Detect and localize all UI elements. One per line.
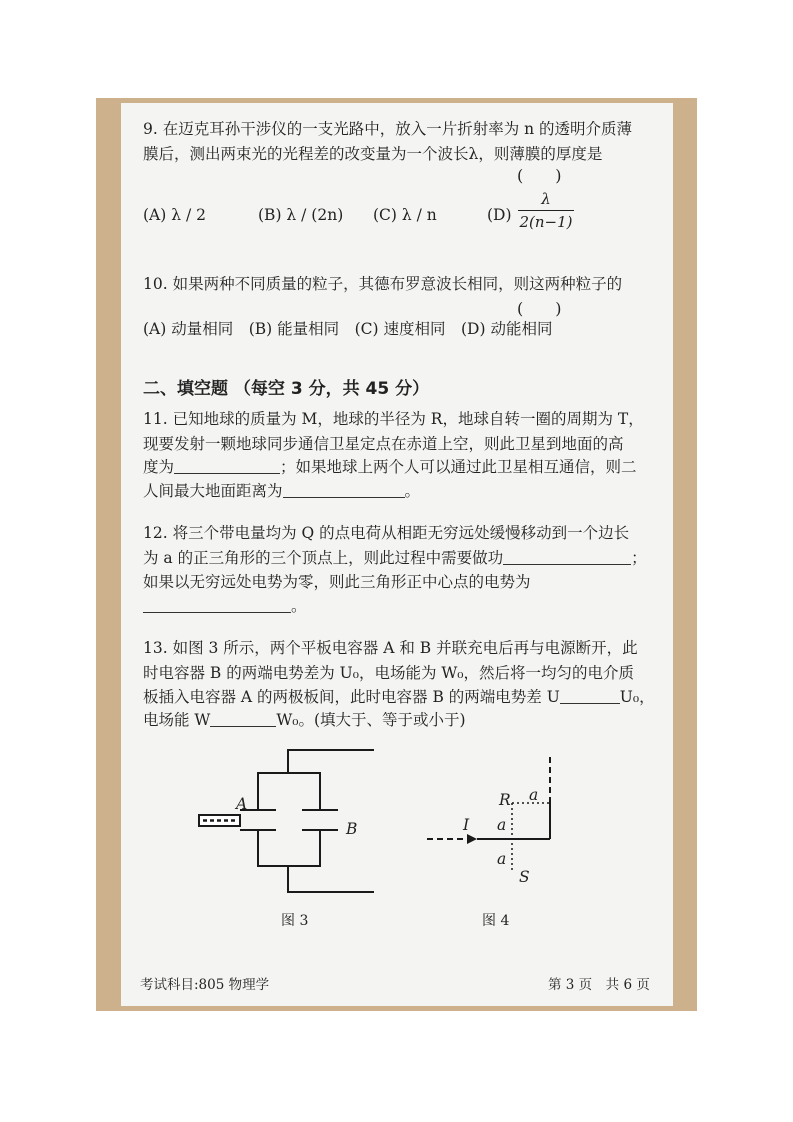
- q10-answer-paren[interactable]: ( ): [517, 299, 562, 318]
- fig3-label-a: A: [236, 795, 248, 813]
- fig4-label-r: R: [499, 791, 511, 809]
- q11-line-4-start: 人间最大地面距离为: [143, 482, 283, 500]
- q11-line-3-start: 度为: [143, 458, 175, 476]
- q9-answer-paren[interactable]: ( ): [517, 166, 562, 185]
- q12-line-2-start: 为 a 的正三角形的三个顶点上，则此过程中需要做功: [143, 549, 504, 567]
- q12-line-3: 如果以无穷远处电势为零，则此三角形正中心点的电势为: [143, 573, 531, 591]
- q13-line-1: 13. 如图 3 所示，两个平板电容器 A 和 B 并联充电后再与电源断开，此: [143, 639, 638, 657]
- fig4-label-a-bottom: a: [497, 850, 507, 868]
- q13-line-4-end: W₀。(填大于、等于或小于): [276, 711, 466, 729]
- q9-option-d-label: (D): [487, 206, 512, 224]
- footer-page-number: 第 3 页 共 6 页: [548, 977, 650, 993]
- fig4-label-i: I: [463, 816, 470, 834]
- q11-line-4-end: 。: [404, 482, 421, 500]
- q9-option-c: (C) λ / n: [373, 206, 437, 224]
- q13-line-4-start: 电场能 W: [143, 711, 211, 729]
- q13-line-3-end: U₀，: [619, 688, 655, 706]
- q10-line-1: 10. 如果两种不同质量的粒子，其德布罗意波长相同，则这两种粒子的: [143, 275, 623, 293]
- q11-line-1: 11. 已知地球的质量为 M，地球的半径为 R，地球自转一圈的周期为 T，: [143, 410, 644, 428]
- fig3-label-b: B: [346, 820, 358, 838]
- fig4-label-s: S: [519, 868, 530, 886]
- q12-line-2-end: ；: [631, 549, 647, 567]
- q9-line-2: 膜后，测出两束光的光程差的改变量为一个波长λ，则薄膜的厚度是: [143, 145, 603, 163]
- q9-line-1: 9. 在迈克耳孙干涉仪的一支光路中，放入一片折射率为 n 的透明介质薄: [143, 120, 633, 138]
- q9-option-b: (B) λ / (2n): [258, 206, 344, 224]
- footer-subject: 考试科目:805 物理学: [140, 977, 270, 993]
- section-heading: 二、填空题 （每空 3 分，共 45 分）: [143, 379, 430, 399]
- q12-line-1: 12. 将三个带电量均为 Q 的点电荷从相距无穷远处缓慢移动到一个边长: [143, 524, 630, 542]
- q9-option-a: (A) λ / 2: [143, 206, 206, 224]
- fraction-denominator: 2(n−1): [519, 213, 573, 231]
- fig4-caption: 图 4: [482, 913, 510, 929]
- fig4-label-a-middle: a: [497, 816, 507, 834]
- q12-line-4-end: 。: [291, 597, 307, 615]
- fig3-caption: 图 3: [281, 913, 309, 929]
- q10-options: (A) 动量相同 (B) 能量相同 (C) 速度相同 (D) 动能相同: [143, 320, 553, 338]
- q11-line-2: 现要发射一颗地球同步通信卫星定点在赤道上空，则此卫星到地面的高: [143, 435, 624, 453]
- fig4-label-a-top: a: [529, 786, 539, 804]
- fraction-numerator: λ: [541, 190, 551, 208]
- q11-line-3-end: ；如果地球上两个人可以通过此卫星相互通信，则二: [280, 458, 637, 476]
- q13-line-3-start: 板插入电容器 A 的两极板间，此时电容器 B 的两端电势差 U: [143, 688, 560, 706]
- q13-line-2: 时电容器 B 的两端电势差为 U₀，电场能为 W₀，然后将一均匀的电介质: [143, 664, 635, 682]
